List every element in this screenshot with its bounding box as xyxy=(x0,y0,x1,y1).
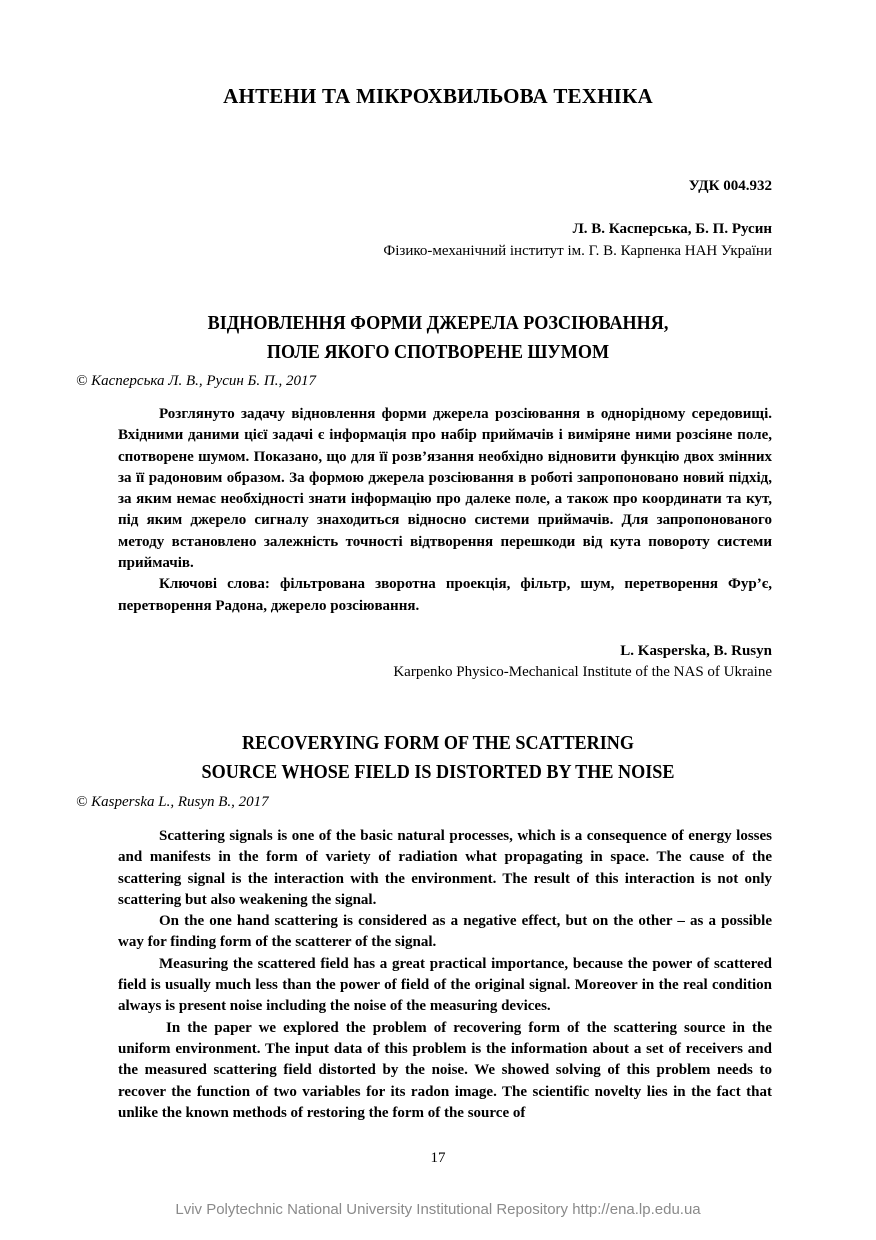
title-line: RECOVERYING FORM OF THE SCATTERING xyxy=(242,733,634,754)
abstract-ua xyxy=(118,404,772,617)
copyright-ua: © Касперська Л. В., Русин Б. П., 2017 xyxy=(76,373,316,389)
body-paragraph: Measuring the scattered field has a great practical importance, because the power of scattered field is usually much less than the power of field of the original signal. Moreover in the real condition always is present noise including the noise of the measuring devices. xyxy=(118,955,772,1015)
repository-footer: Lviv Polytechnic National University Institutional Repository http://ena.lp.edu.ua xyxy=(175,1201,701,1218)
keywords: Ключові слова: фільтрована зворотна проекція, фільтр, шум, перетворення Фур’є, перетворення Радона, джерело розсіювання. xyxy=(118,576,772,614)
title-line: ПОЛЕ ЯКОГО СПОТВОРЕНЕ ШУМОМ xyxy=(266,342,610,363)
affiliation-en: Karpenko Physico-Mechanical Institute of the NAS of Ukraine xyxy=(393,664,772,680)
authors-ua: Л. В. Касперська, Б. П. Русин xyxy=(572,221,772,237)
udk-code: УДК 004.932 xyxy=(688,178,772,194)
body-paragraph: In the paper we explored the problem of recovering form of the scattering source in the uniform environment. The input data of this problem is the information about a set of receivers and the measured scattering field distorted by the noise. We showed solving of this problem needs to recover the function of two variables for its radon image. The scientific novelty lies in the fact that unlike the known methods of restoring the form of the source of xyxy=(118,1019,772,1121)
body-en xyxy=(118,826,772,1124)
body-paragraph: Scattering signals is one of the basic natural processes, which is a consequence of energy losses and manifests in the form of variety of radiation what propagating in space. The cause of the scattering signal is the interaction with the environment. The result of this interaction is not only scattering but also weakening the signal. xyxy=(118,828,772,908)
paper-title-en xyxy=(31,729,846,787)
page-number: 17 xyxy=(430,1150,446,1166)
affiliation-ua: Фізико-механічний інститут ім. Г. В. Карпенка НАН України xyxy=(383,243,772,259)
copyright-en: © Kasperska L., Rusyn B., 2017 xyxy=(76,794,269,810)
title-line: ВІДНОВЛЕННЯ ФОРМИ ДЖЕРЕЛА РОЗСІЮВАННЯ, xyxy=(207,313,669,334)
title-line: SOURCE WHOSE FIELD IS DISTORTED BY THE NOISE xyxy=(201,762,675,783)
abstract-paragraph: Розглянуто задачу відновлення форми джерела розсіювання в однорідному середовищі. Вхідними даними цієї задачі є інформація про набір приймачів і виміряне ними розсіяне поле, спотворене шумом. Показано, що для її розв’язання необхідно відновити функцію двох змінних за її радоновим образом. За формою джерела розсіювання в роботі запропоновано новий підхід, за яким немає необхідності знати інформацію про далеке поле, а також про координати та кут, під яким джерело сигналу знаходиться відносно системи приймачів. Для запропонованого методу встановлено залежність точності відтворення перешкоди від кута повороту системи приймачів. xyxy=(118,406,772,572)
body-paragraph: On the one hand scattering is considered as a negative effect, but on the other – as a possible way for finding form of the scatterer of the signal. xyxy=(118,913,772,951)
authors-en: L. Kasperska, B. Rusyn xyxy=(620,643,772,659)
section-title: АНТЕНИ ТА МІКРОХВИЛЬОВА ТЕХНІКА xyxy=(223,84,653,108)
paper-title-ua xyxy=(31,309,846,367)
